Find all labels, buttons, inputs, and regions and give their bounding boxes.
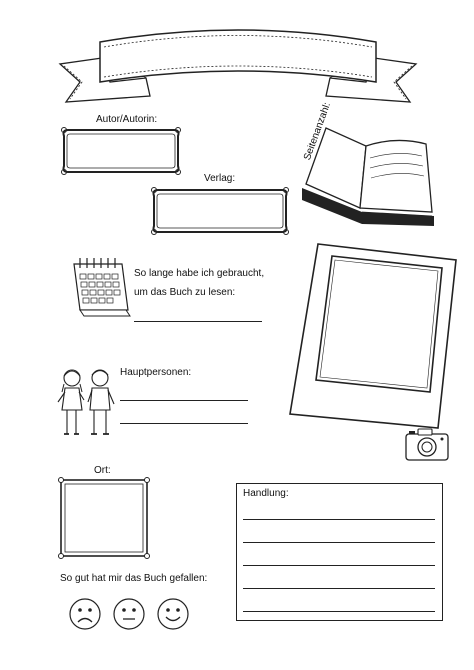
time-label-line2: um das Buch zu lesen: <box>134 287 236 298</box>
page-count-label: Seitenanzahl: <box>302 101 334 162</box>
plot-answer-line-4[interactable] <box>243 588 435 589</box>
plot-answer-line-1[interactable] <box>243 519 435 520</box>
place-frame[interactable] <box>58 477 150 559</box>
place-label: Ort: <box>94 465 111 476</box>
children-icon <box>56 364 118 440</box>
publisher-label: Verlag: <box>204 173 236 184</box>
author-label: Autor/Autorin: <box>96 114 158 125</box>
author-frame <box>60 126 182 176</box>
plot-label: Handlung: <box>243 488 289 499</box>
characters-answer-line-2[interactable] <box>120 423 248 424</box>
plot-box[interactable] <box>236 483 443 621</box>
camera-icon <box>404 426 450 462</box>
happy-face-icon[interactable] <box>156 597 190 631</box>
sad-face-icon[interactable] <box>68 597 102 631</box>
neutral-face-icon[interactable] <box>112 597 146 631</box>
time-answer-line[interactable] <box>134 321 262 322</box>
plot-answer-line-2[interactable] <box>243 542 435 543</box>
characters-answer-line-1[interactable] <box>120 400 248 401</box>
calendar-icon <box>70 256 130 318</box>
photo-frame[interactable] <box>288 242 458 430</box>
time-label-line1: So lange habe ich gebraucht, <box>134 268 265 279</box>
rating-label: So gut hat mir das Buch gefallen: <box>60 573 208 584</box>
plot-answer-line-5[interactable] <box>243 611 435 612</box>
plot-answer-line-3[interactable] <box>243 565 435 566</box>
characters-label: Hauptpersonen: <box>120 367 192 378</box>
ribbon-banner-icon <box>58 20 418 110</box>
publisher-frame <box>150 186 290 236</box>
